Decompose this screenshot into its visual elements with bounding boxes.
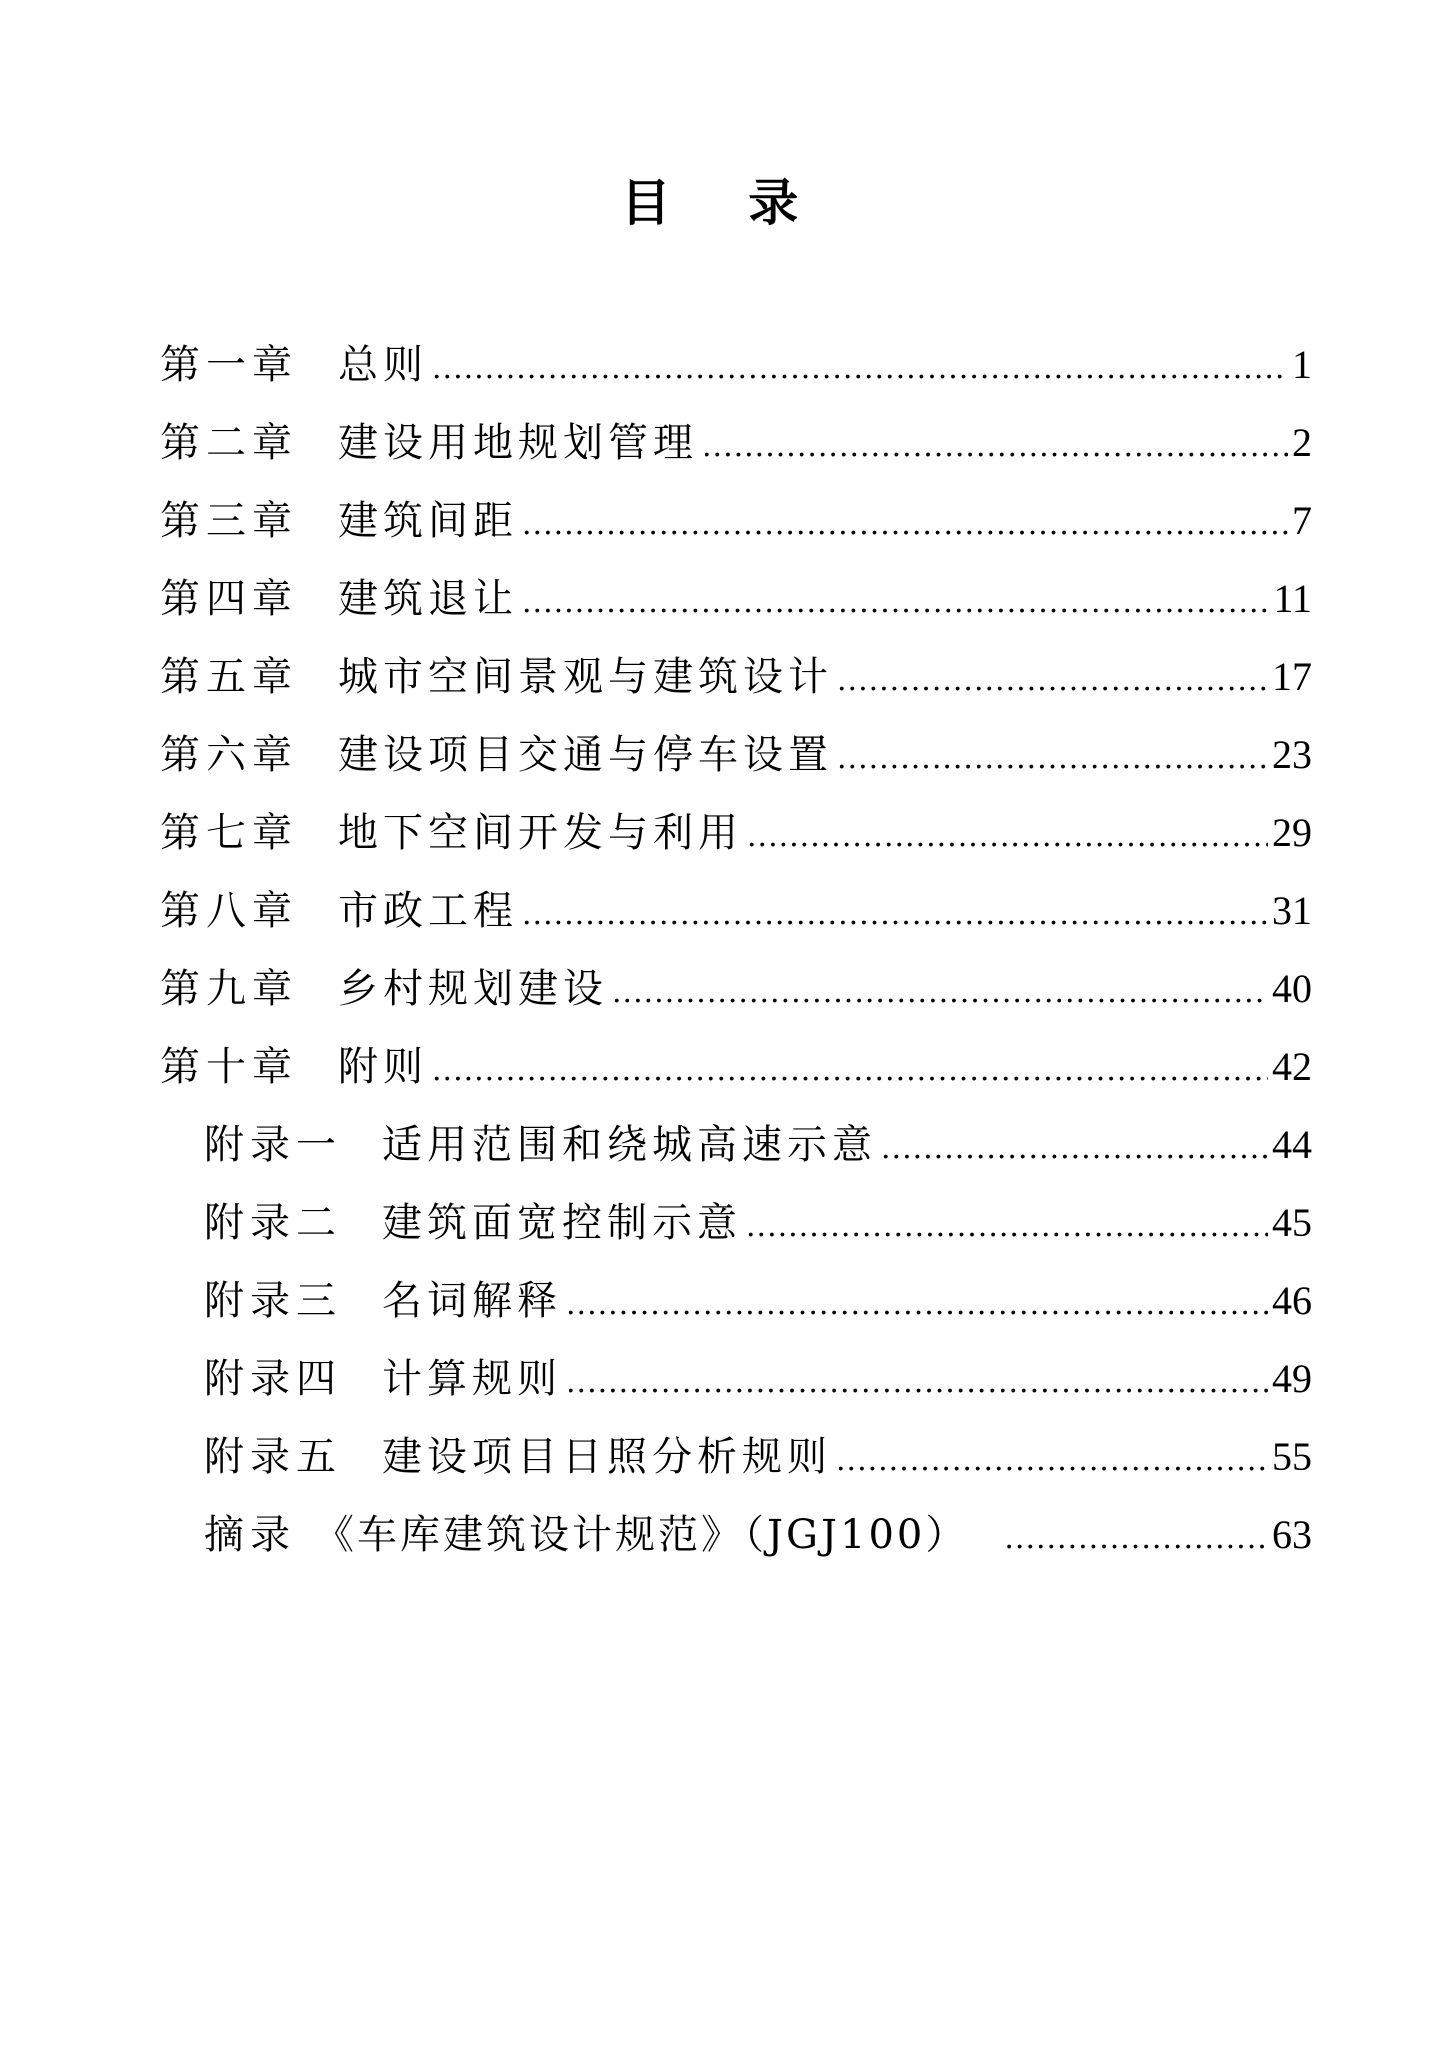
chapter-title: 城市空间景观与建筑设计 (338, 654, 833, 700)
toc-entry-chapter-4[interactable] (160, 560, 1312, 638)
dot-leader (1004, 1500, 1268, 1578)
page-number: 7 (1292, 498, 1312, 543)
chapter-label: 第一章 (160, 342, 298, 388)
appendix-label: 附录三 (204, 1278, 342, 1324)
chapter-title: 市政工程 (338, 888, 518, 934)
chapter-title: 建筑间距 (338, 498, 518, 544)
dot-leader (746, 1188, 1268, 1266)
chapter-label: 第九章 (160, 966, 298, 1012)
page-number: 1 (1292, 342, 1312, 387)
toc-entry-appendix-1[interactable] (160, 1106, 1312, 1184)
dot-leader (432, 1032, 1268, 1110)
page-number: 40 (1272, 966, 1312, 1011)
table-of-contents (160, 326, 1312, 1574)
toc-entry-chapter-5[interactable] (160, 638, 1312, 716)
dot-leader (522, 486, 1288, 564)
page-number: 46 (1272, 1278, 1312, 1323)
page-number: 17 (1272, 654, 1312, 699)
appendix-label: 附录二 (204, 1200, 342, 1246)
chapter-label: 第十章 (160, 1044, 298, 1090)
dot-leader (432, 330, 1288, 408)
appendix-title: 建设项目日照分析规则 (382, 1434, 832, 1480)
chapter-title: 总则 (338, 342, 428, 388)
chapter-label: 第三章 (160, 498, 298, 544)
excerpt-title: 《车库建筑设计规范》（JGJ100） (314, 1512, 969, 1558)
page-number: 44 (1272, 1122, 1312, 1167)
page-number: 2 (1292, 420, 1312, 465)
appendix-label: 附录五 (204, 1434, 342, 1480)
toc-entry-chapter-10[interactable] (160, 1028, 1312, 1106)
page-number: 31 (1272, 888, 1312, 933)
dot-leader (522, 564, 1269, 642)
page-number: 29 (1272, 810, 1312, 855)
toc-entry-chapter-6[interactable] (160, 716, 1312, 794)
toc-entry-chapter-1[interactable] (160, 326, 1312, 404)
chapter-title: 地下空间开发与利用 (338, 810, 743, 856)
page-number: 11 (1273, 576, 1312, 621)
dot-leader (612, 954, 1268, 1032)
dot-leader (747, 798, 1268, 876)
toc-entry-appendix-2[interactable] (160, 1184, 1312, 1262)
page-number: 45 (1272, 1200, 1312, 1245)
toc-entry-appendix-3[interactable] (160, 1262, 1312, 1340)
page-number: 42 (1272, 1044, 1312, 1089)
excerpt-label: 摘录 (204, 1512, 296, 1558)
appendix-title: 名词解释 (382, 1278, 562, 1324)
chapter-title: 附则 (338, 1044, 428, 1090)
chapter-label: 第四章 (160, 576, 298, 622)
toc-entry-appendix-5[interactable] (160, 1418, 1312, 1496)
page-number: 63 (1272, 1512, 1312, 1557)
toc-entry-chapter-2[interactable] (160, 404, 1312, 482)
page-title: 目 录 (620, 174, 829, 232)
dot-leader (522, 876, 1268, 954)
dot-leader (566, 1266, 1268, 1344)
dot-leader (702, 408, 1288, 486)
toc-entry-chapter-7[interactable] (160, 794, 1312, 872)
appendix-label: 附录一 (204, 1122, 342, 1168)
dot-leader (836, 1422, 1268, 1500)
chapter-label: 第五章 (160, 654, 298, 700)
appendix-title: 建筑面宽控制示意 (382, 1200, 742, 1246)
chapter-label: 第七章 (160, 810, 298, 856)
toc-entry-chapter-3[interactable] (160, 482, 1312, 560)
dot-leader (566, 1344, 1268, 1422)
toc-entry-excerpt[interactable] (160, 1496, 1312, 1574)
page-number: 55 (1272, 1434, 1312, 1479)
dot-leader (837, 642, 1268, 720)
appendix-title: 计算规则 (382, 1356, 562, 1402)
dot-leader (881, 1110, 1268, 1188)
chapter-label: 第八章 (160, 888, 298, 934)
appendix-label: 附录四 (204, 1356, 342, 1402)
chapter-title: 建设用地规划管理 (338, 420, 698, 466)
chapter-title: 建设项目交通与停车设置 (338, 732, 833, 778)
page-number: 23 (1272, 732, 1312, 777)
chapter-title: 乡村规划建设 (338, 966, 608, 1012)
chapter-label: 第六章 (160, 732, 298, 778)
chapter-label: 第二章 (160, 420, 298, 466)
page-number: 49 (1272, 1356, 1312, 1401)
toc-entry-chapter-8[interactable] (160, 872, 1312, 950)
toc-entry-appendix-4[interactable] (160, 1340, 1312, 1418)
appendix-title: 适用范围和绕城高速示意 (382, 1122, 877, 1168)
chapter-title: 建筑退让 (338, 576, 518, 622)
toc-entry-chapter-9[interactable] (160, 950, 1312, 1028)
dot-leader (837, 720, 1268, 798)
